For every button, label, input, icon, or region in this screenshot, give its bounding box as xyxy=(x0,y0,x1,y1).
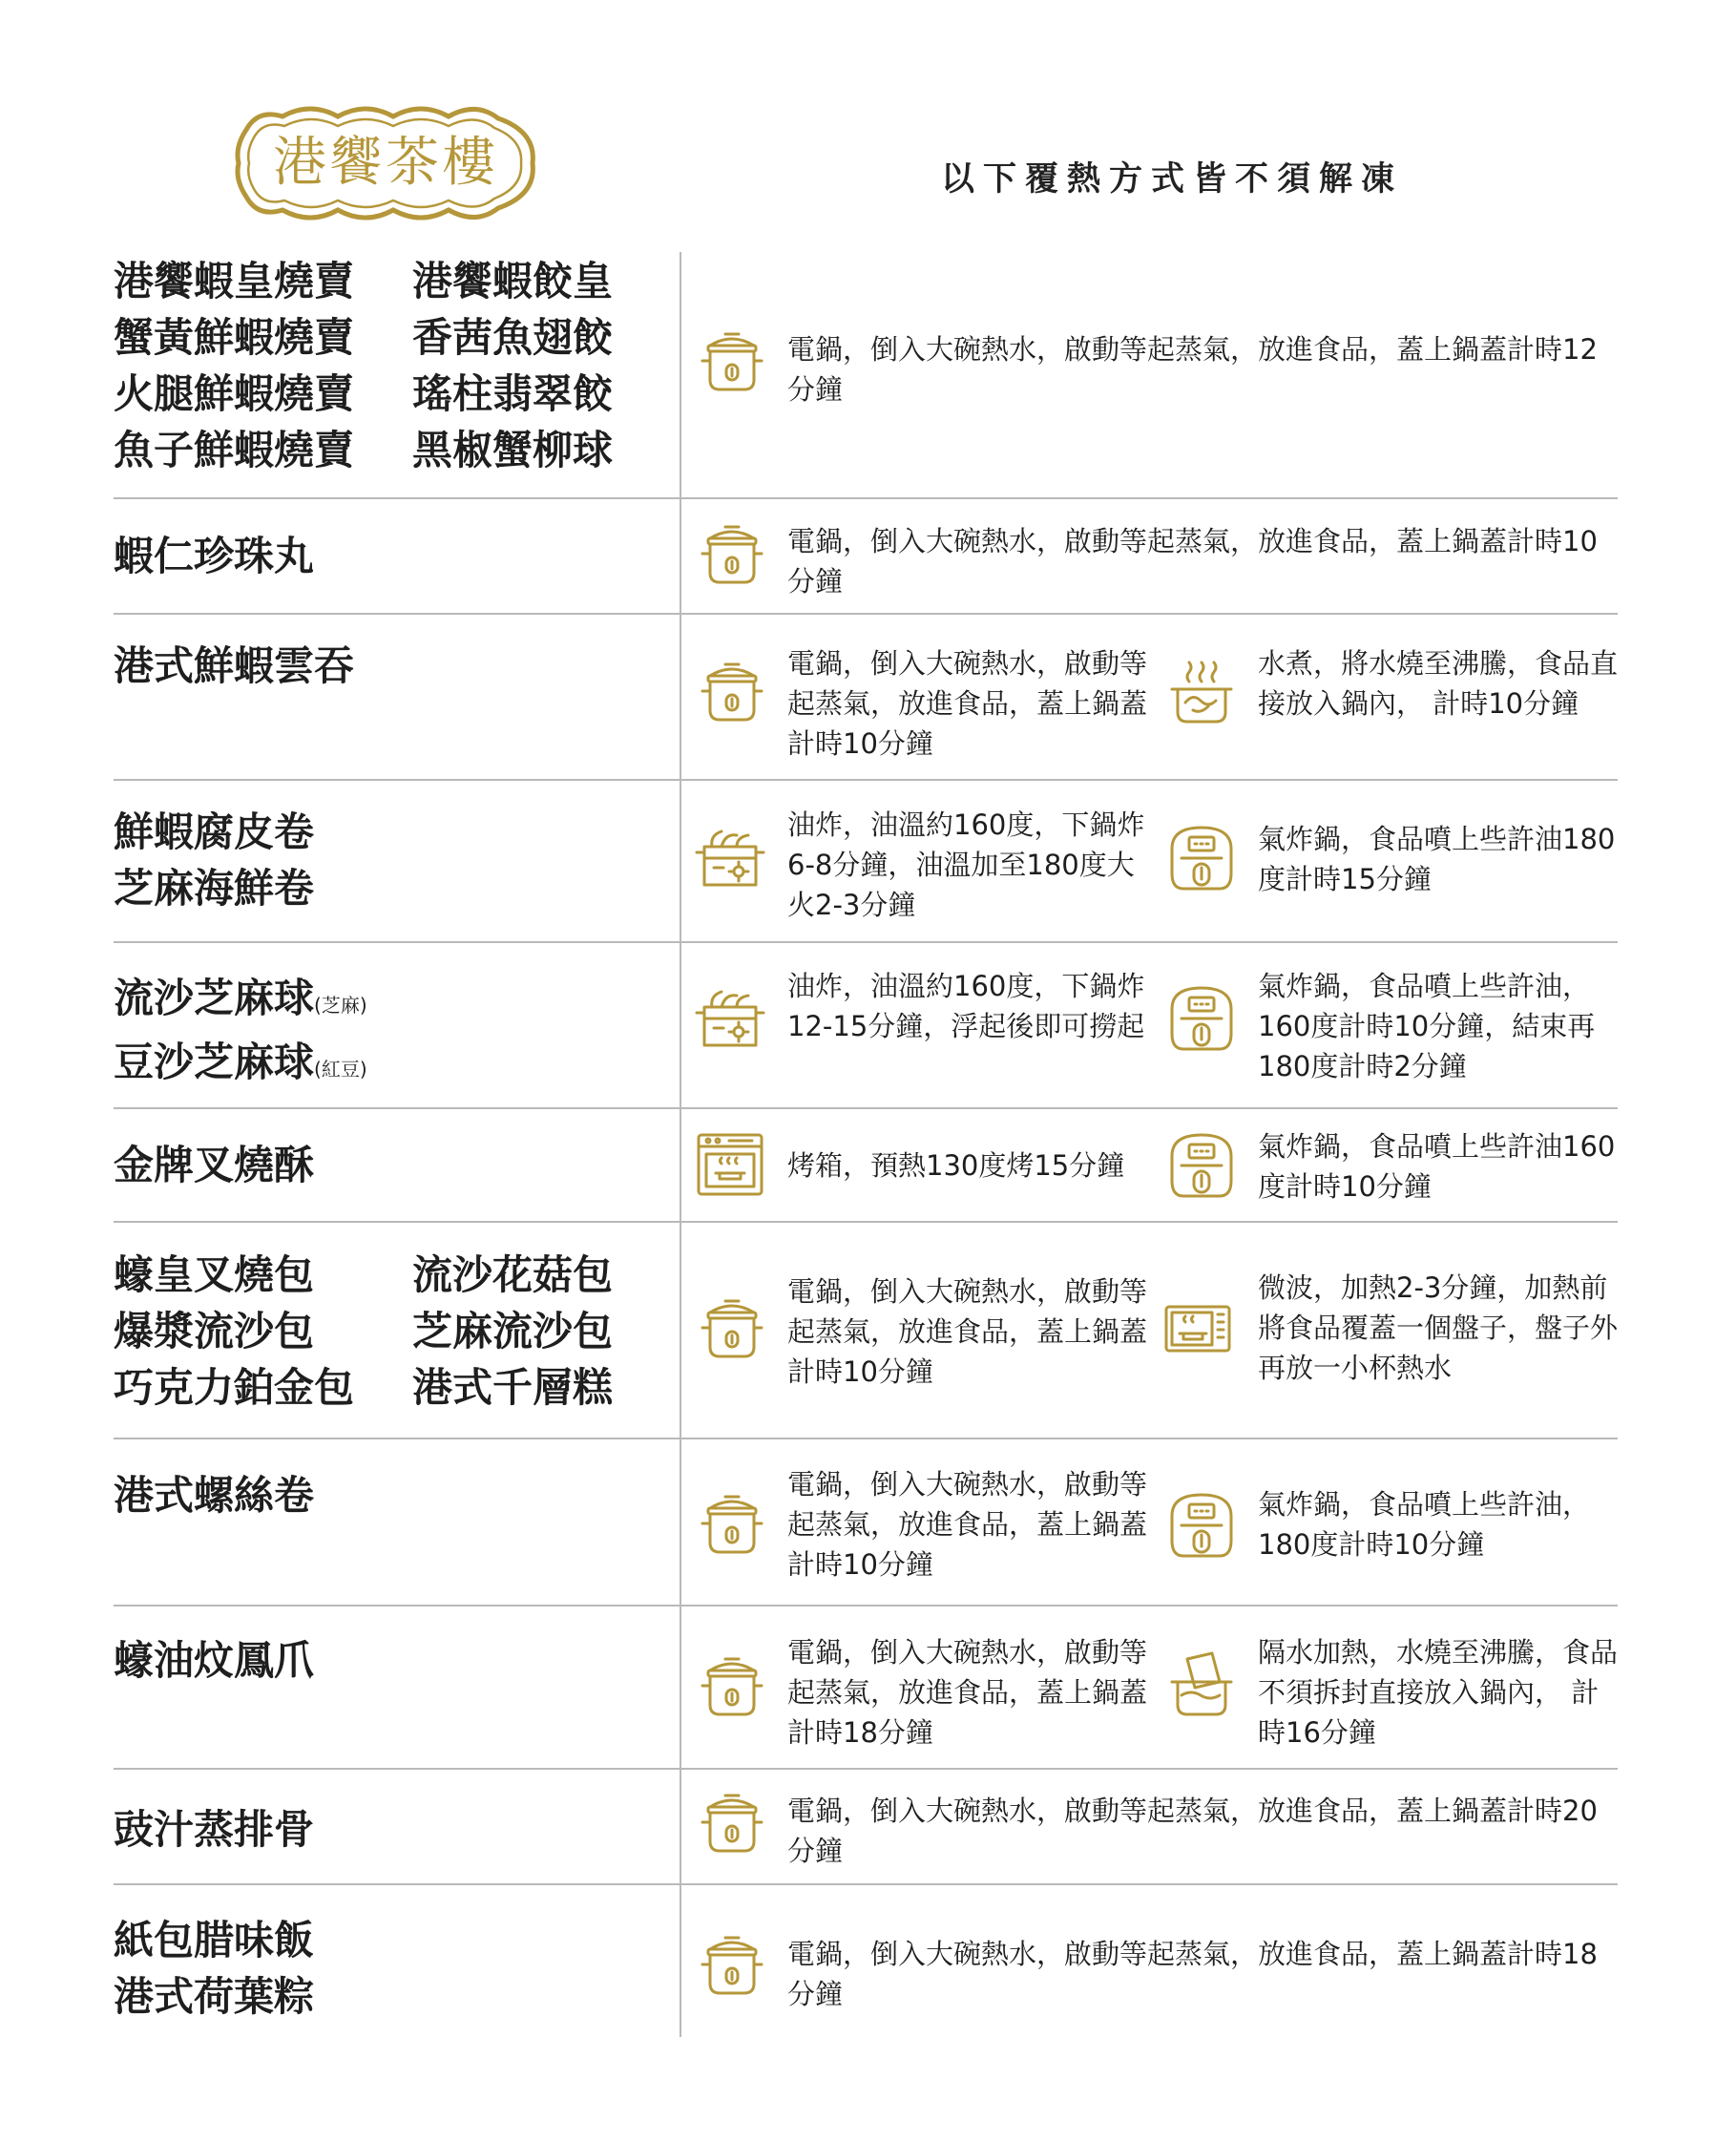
item-name: 港式螺絲卷 xyxy=(114,1472,315,1519)
rice-cooker-icon xyxy=(697,1788,767,1858)
item-name: 瑤柱翡翠餃 xyxy=(412,370,614,417)
item-name: 豉汁蒸排骨 xyxy=(114,1806,315,1853)
item-name: 港式千層糕 xyxy=(412,1364,614,1411)
method-text: 電鍋，倒入大碗熱水，啟動等起蒸氣，放進食品，蓋上鍋蓋計時10分鐘 xyxy=(787,1468,1148,1581)
rice-cooker-icon xyxy=(697,1293,767,1364)
method-text: 電鍋，倒入大碗熱水，啟動等起蒸氣，放進食品，蓋上鍋蓋計時20分鐘 xyxy=(787,1795,1598,1867)
item-name xyxy=(114,970,367,1034)
method-text: 氣炸鍋，食品噴上些許油180度計時15分鐘 xyxy=(1258,823,1616,895)
method-text: 電鍋，倒入大碗熱水，啟動等起蒸氣，放進食品，蓋上鍋蓋計時10分鐘 xyxy=(787,647,1148,760)
item-name: 火腿鮮蝦燒賣 xyxy=(114,370,355,417)
item-name: 蠔皇叉燒包 xyxy=(114,1251,315,1298)
row-divider xyxy=(114,1221,1618,1223)
item-name: 蟹黃鮮蝦燒賣 xyxy=(114,314,355,361)
brand-logo xyxy=(235,105,536,221)
item-name: 芝麻流沙包 xyxy=(412,1308,614,1354)
item-names xyxy=(114,253,354,478)
item-name: 流沙花菇包 xyxy=(412,1251,614,1298)
deep-fryer-icon xyxy=(695,982,765,1053)
item-name: 蝦仁珍珠丸 xyxy=(114,533,315,579)
item-name: 蠔油炆鳳爪 xyxy=(114,1637,315,1684)
rice-cooker-icon xyxy=(697,1930,767,2001)
item-name: 巧克力鉑金包 xyxy=(114,1364,355,1411)
item-name: 鮮蝦腐皮卷 xyxy=(114,808,315,855)
air-fryer-icon xyxy=(1166,1489,1237,1560)
item-names xyxy=(114,1247,354,1416)
item-name: 港饗蝦皇燒賣 xyxy=(114,258,355,304)
item-names xyxy=(114,804,314,916)
rice-cooker-icon xyxy=(697,657,767,727)
row-divider xyxy=(114,613,1618,615)
boiling-pot-icon xyxy=(1166,657,1237,727)
item-names-col2 xyxy=(412,1247,613,1416)
method-text: 油炸，油溫約160度，下鍋炸12-15分鐘，浮起後即可撈起 xyxy=(787,970,1145,1042)
item-name: 芝麻海鮮卷 xyxy=(114,865,315,912)
method-text: 烤箱，預熱130度烤15分鐘 xyxy=(787,1149,1125,1182)
row-divider xyxy=(114,1107,1618,1109)
rice-cooker-icon xyxy=(697,326,767,397)
item-name: 紙包腊味飯 xyxy=(114,1917,315,1964)
item-name: 魚子鮮蝦燒賣 xyxy=(114,427,355,473)
item-name: 港饗蝦餃皇 xyxy=(412,258,614,304)
item-note: (芝麻) xyxy=(314,994,367,1017)
method-text: 氣炸鍋，食品噴上些許油，180度計時10分鐘 xyxy=(1258,1488,1591,1561)
item-names-col2 xyxy=(412,253,613,478)
air-fryer-icon xyxy=(1166,1129,1237,1200)
water-bath-icon xyxy=(1166,1649,1237,1720)
item-name: 香茜魚翅餃 xyxy=(412,314,614,361)
row-divider xyxy=(114,497,1618,499)
row-divider xyxy=(114,1768,1618,1770)
row-divider xyxy=(114,1883,1618,1885)
item-name: 爆漿流沙包 xyxy=(114,1308,315,1354)
item-name-text: 豆沙芝麻球 xyxy=(114,1039,315,1085)
air-fryer-icon xyxy=(1166,822,1237,892)
method-text: 氣炸鍋，食品噴上些許油，160度計時10分鐘，結束再180度計時2分鐘 xyxy=(1258,970,1596,1082)
method-text: 油炸，油溫約160度，下鍋炸6-8分鐘，油溫加至180度大火2-3分鐘 xyxy=(787,808,1145,921)
row-divider xyxy=(114,1605,1618,1606)
rice-cooker-icon xyxy=(697,1489,767,1560)
item-names xyxy=(114,1137,314,1193)
item-names xyxy=(114,970,367,1098)
air-fryer-icon xyxy=(1166,982,1237,1053)
microwave-icon xyxy=(1162,1293,1233,1364)
item-names xyxy=(114,1632,314,1689)
deep-fryer-icon xyxy=(695,822,765,892)
oven-icon xyxy=(695,1129,765,1200)
method-text: 電鍋，倒入大碗熱水，啟動等起蒸氣，放進食品，蓋上鍋蓋計時18分鐘 xyxy=(787,1938,1598,2010)
method-text: 電鍋，倒入大碗熱水，啟動等起蒸氣，放進食品，蓋上鍋蓋計時10分鐘 xyxy=(787,525,1598,598)
row-divider xyxy=(114,1438,1618,1439)
item-name-text: 流沙芝麻球 xyxy=(114,975,315,1021)
method-text: 水煮，將水燒至沸騰，食品直接放入鍋內， 計時10分鐘 xyxy=(1258,647,1619,720)
method-text: 電鍋，倒入大碗熱水，啟動等起蒸氣，放進食品，蓋上鍋蓋計時12分鐘 xyxy=(787,333,1598,406)
method-text: 微波，加熱2-3分鐘，加熱前將食品覆蓋一個盤子，盤子外再放一小杯熱水 xyxy=(1258,1271,1619,1384)
reheat-note: 以下覆熱方式皆不須解凍 xyxy=(941,160,1404,199)
rice-cooker-icon xyxy=(697,1651,767,1722)
method-text: 電鍋，倒入大碗熱水，啟動等起蒸氣，放進食品，蓋上鍋蓋計時10分鐘 xyxy=(787,1275,1148,1388)
row-divider xyxy=(114,779,1618,781)
row-divider xyxy=(114,941,1618,943)
item-name: 黑椒蟹柳球 xyxy=(412,427,614,473)
rice-cooker-icon xyxy=(697,519,767,590)
item-names xyxy=(114,1801,314,1858)
item-name: 港式荷葉粽 xyxy=(114,1973,315,2020)
item-note: (紅豆) xyxy=(314,1058,367,1081)
item-name: 金牌叉燒酥 xyxy=(114,1142,315,1188)
method-text: 隔水加熱，水燒至沸騰，食品不須拆封直接放入鍋內， 計時16分鐘 xyxy=(1258,1636,1619,1749)
item-names xyxy=(114,1467,314,1523)
method-text: 電鍋，倒入大碗熱水，啟動等起蒸氣，放進食品，蓋上鍋蓋計時18分鐘 xyxy=(787,1636,1148,1749)
item-names xyxy=(114,1912,314,2025)
item-names xyxy=(114,638,354,694)
item-name: 港式鮮蝦雲吞 xyxy=(114,642,355,689)
method-text: 氣炸鍋，食品噴上些許油160度計時10分鐘 xyxy=(1258,1130,1616,1203)
brand-name: 港饗茶樓 xyxy=(273,132,498,194)
item-name xyxy=(114,1034,367,1098)
item-names xyxy=(114,528,314,584)
